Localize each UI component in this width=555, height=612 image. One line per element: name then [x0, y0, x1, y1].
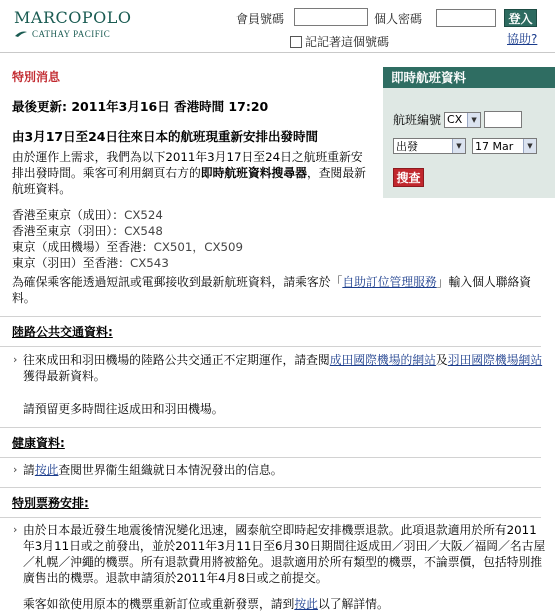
member-number-input[interactable]	[294, 8, 368, 26]
intro-text-end: ，查閱最新航班資料。	[12, 166, 366, 196]
health-click-here-link[interactable]: 按此	[34, 463, 59, 477]
flight-number-input[interactable]	[484, 111, 522, 128]
reissue-text: 乘客如欲使用原本的機票重新訂位或重新發票，請到	[23, 597, 295, 611]
notify-text: 為確保乘客能透過短訊或電郵接收到最新航班資料，請乘客於「	[12, 275, 343, 289]
flight-codes: CX543	[129, 256, 169, 270]
flight-number-row	[393, 111, 522, 128]
widget-title: 即時航班資料	[383, 67, 555, 88]
flight-route: 東京（成田機場）至香港：	[12, 240, 154, 254]
remember-checkbox[interactable]	[290, 36, 302, 48]
lower-content	[12, 274, 547, 612]
main-content	[12, 68, 372, 271]
reissue-click-here-link[interactable]: 按此	[294, 597, 318, 611]
chevron-down-icon: ▼	[523, 139, 536, 153]
flight-row	[12, 255, 372, 271]
health-item	[12, 462, 547, 478]
flight-row	[12, 207, 372, 223]
health-heading: 健康資料:	[12, 436, 65, 450]
intro-bold-text: 即時航班資料搜尋器	[200, 166, 307, 180]
transport-text: 往來成田和羽田機場的陸路公共交通正不定期運作，請查閱	[23, 353, 330, 367]
brushwing-icon	[14, 30, 28, 38]
flight-codes: CX501，CX509	[153, 240, 244, 254]
flight-codes: CX524	[124, 208, 163, 222]
flight-number-label: 航班編號	[393, 113, 442, 127]
search-button[interactable]: 搜查	[393, 168, 424, 187]
chevron-down-icon: ▼	[452, 139, 465, 153]
narita-airport-link[interactable]: 成田國際機場的網站	[329, 353, 436, 367]
section-divider	[0, 457, 541, 458]
member-number-label: 會員號碼	[236, 12, 285, 26]
date-select[interactable]	[472, 138, 537, 154]
logo-marco-polo-text: MARCOPOLO	[14, 8, 132, 27]
self-service-link[interactable]: 自助訂位管理服務	[342, 275, 437, 289]
page-header	[0, 0, 555, 48]
transport-item	[12, 352, 547, 384]
flight-codes: CX548	[124, 224, 163, 238]
header-divider	[0, 52, 555, 53]
notify-text-end: 」輸入個人聯絡資料。	[12, 275, 532, 305]
transport-and: 及	[435, 353, 448, 367]
logo-wordmark	[14, 8, 132, 27]
chevron-down-icon: ▼	[467, 113, 480, 127]
ticketing-heading: 特別票務安排:	[12, 496, 89, 510]
flight-list	[12, 207, 372, 271]
haneda-airport-link[interactable]: 羽田國際機場網站	[447, 353, 543, 367]
flight-row	[12, 239, 372, 255]
login-button[interactable]: 登入	[504, 9, 537, 27]
flight-status-widget	[383, 67, 555, 198]
cathay-pacific-brand	[14, 29, 124, 39]
remember-me[interactable]	[290, 33, 389, 50]
health-text-end: 查閱世界衞生組織就日本情況發出的信息。	[58, 463, 283, 477]
last-update: 最後更新: 2011年3月16日 香港時間 17:20	[12, 99, 269, 114]
flight-row	[12, 223, 372, 239]
flight-route: 香港至東京（成田）：	[12, 208, 125, 222]
transport-heading: 陸路公共交通資料:	[12, 325, 113, 339]
section-divider	[0, 517, 541, 518]
direction-value: 出發	[396, 140, 418, 153]
health-text: 請	[23, 463, 35, 477]
flight-route: 香港至東京（羽田）：	[12, 224, 125, 238]
airline-code-value: CX	[447, 113, 463, 126]
help-link[interactable]: 協助?	[507, 32, 538, 46]
news-headline: 由3月17日至24日往來日本的航班現重新安排出發時間	[12, 129, 318, 144]
transport-text-end: 獲得最新資料。	[23, 369, 106, 383]
special-news-heading: 特別消息	[12, 70, 61, 84]
logo-cathay-text: CATHAY PACIFIC	[32, 29, 111, 39]
pin-input[interactable]	[436, 9, 496, 27]
ticketing-item: › 由於日本最近發生地震後情況變化迅速，國泰航空即時起安排機票退款。此項退款適用於所有2011年3月11日或之前發出，並於2011年3月11日至6月30日期間往返成田／羽田／大阪／福岡／名古屋／札幌／沖繩的機票。所有退款費用將被豁免。退款適用於所有類型的機票，不論票價，包括特別推廣售出的機票。退款申請須於2011年4月8日或之前提交。	[12, 522, 547, 586]
intro-paragraph	[12, 149, 372, 197]
allow-time-note: 請預留更多時間往返成田和羽田機場。	[23, 402, 224, 416]
marco-polo-logo[interactable]	[14, 8, 132, 46]
reissue-note	[12, 596, 547, 612]
direction-select[interactable]	[393, 138, 466, 154]
flight-route: 東京（羽田）至香港：	[12, 256, 130, 270]
date-value: 17 Mar	[475, 139, 514, 153]
reissue-text-end: 以了解詳情。	[317, 597, 389, 611]
direction-date-row	[393, 138, 537, 154]
remember-label: 記記著這個號碼	[305, 35, 390, 49]
intro-text: 由於運作上需求，我們為以下2011年3月17日至24日之航班重新安排出發時間。乘客可利用網頁右方的	[12, 150, 363, 180]
section-divider	[0, 427, 541, 428]
section-divider	[0, 346, 541, 347]
airline-code-select[interactable]	[444, 112, 481, 128]
pin-label: 個人密碼	[374, 12, 423, 26]
section-divider	[0, 487, 541, 488]
section-divider	[0, 316, 541, 317]
notify-paragraph	[12, 274, 547, 306]
